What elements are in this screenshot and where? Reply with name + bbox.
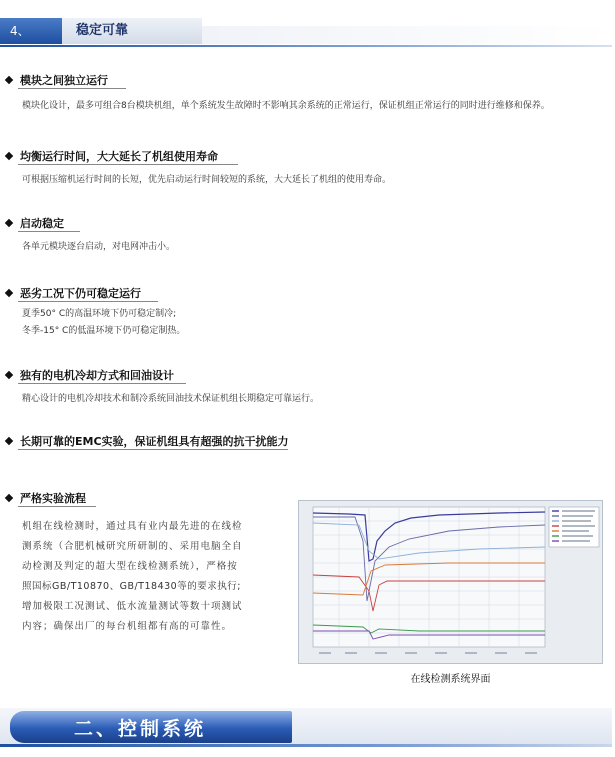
feature-title-balance — [6, 148, 218, 164]
feature-title-text: 长期可靠的EMC实验，保证机组具有超强的抗干扰能力 — [20, 435, 289, 448]
feature-title-harsh — [6, 285, 141, 301]
title-underline — [18, 383, 186, 384]
diamond-bullet-icon — [5, 371, 13, 379]
feature-desc-winter: 冬季-15° C的低温环境下仍可稳定制热。 — [22, 326, 186, 336]
header-decoration — [202, 26, 612, 44]
feature-title-cooling — [6, 367, 174, 383]
feature-title-text: 严格实验流程 — [20, 492, 86, 505]
feature-title-text: 均衡运行时间，大大延长了机组使用寿命 — [20, 150, 218, 163]
feature-desc-summer: 夏季50° C的高温环境下仍可稳定制冷; — [22, 309, 177, 319]
diamond-bullet-icon — [5, 76, 13, 84]
header-underline — [0, 45, 612, 47]
footer-underline — [0, 744, 612, 747]
test-desc-line: 机组在线检测时，通过具有业内最先进的在线检 — [22, 521, 243, 532]
diamond-bullet-icon — [5, 152, 13, 160]
feature-title-text: 恶劣工况下仍可稳定运行 — [20, 287, 141, 300]
test-desc-line: 增加极限工况测试、低水流量测试等数十项测试 — [22, 601, 243, 612]
feature-desc: 可根据压缩机运行时间的长短，优先启动运行时间较短的系统，大大延长了机组的使用寿命。 — [22, 175, 392, 185]
title-underline — [18, 449, 288, 450]
feature-desc: 各单元模块逐台启动，对电网冲击小。 — [22, 242, 176, 252]
online-test-system-screenshot — [298, 500, 603, 664]
feature-desc: 精心设计的电机冷却技术和制冷系统回油技术保证机组长期稳定可靠运行。 — [22, 394, 320, 404]
title-underline — [18, 506, 96, 507]
feature-title-text: 独有的电机冷却方式和回油设计 — [20, 369, 174, 382]
test-desc-line: 照国标GB/T10870、GB/T18430等的要求执行; — [22, 581, 241, 592]
title-underline — [18, 88, 126, 89]
diamond-bullet-icon — [5, 289, 13, 297]
test-desc-line: 内容；确保出厂的每台机组都有高的可靠性。 — [22, 621, 233, 632]
test-system-graph-image — [299, 501, 602, 663]
next-section-title: 二、控制系统 — [74, 718, 207, 740]
feature-desc: 模块化设计，最多可组合8台模块机组，单个系统发生故障时不影响其余系统的正常运行，保证机组正常运行的同时进行维修和保养。 — [22, 101, 550, 111]
feature-title-text: 启动稳定 — [20, 217, 64, 230]
diamond-bullet-icon — [5, 437, 13, 445]
feature-title-testing — [6, 490, 86, 506]
title-underline — [18, 301, 158, 302]
test-desc-line: 动检测及判定的超大型在线检测系统），严格按 — [22, 561, 238, 572]
title-underline — [18, 231, 80, 232]
feature-title-independent — [6, 72, 108, 88]
section-header — [0, 18, 612, 46]
feature-title-text: 模块之间独立运行 — [20, 74, 108, 87]
feature-title-startup — [6, 215, 64, 231]
diamond-bullet-icon — [5, 219, 13, 227]
section-title: 稳定可靠 — [62, 18, 202, 44]
screenshot-caption: 在线检测系统界面 — [410, 674, 491, 685]
feature-title-emc — [6, 433, 289, 449]
title-underline — [18, 164, 238, 165]
test-desc-line: 测系统（合肥机械研究所研制的、采用电脑全自 — [22, 541, 243, 552]
diamond-bullet-icon — [5, 494, 13, 502]
section-number: 4、 — [0, 18, 62, 44]
